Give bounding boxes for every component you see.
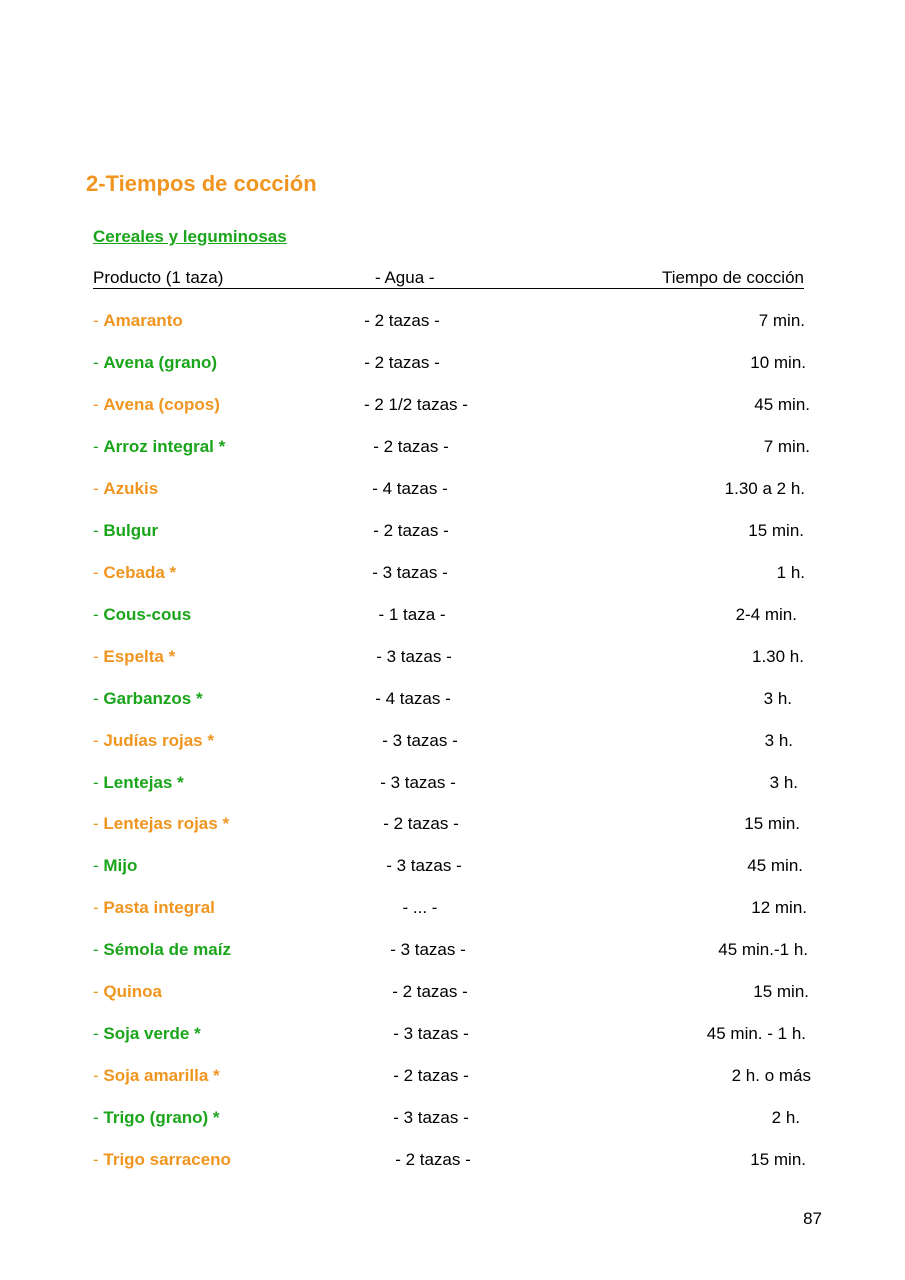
water-amount: - 2 tazas -	[364, 311, 440, 330]
cooking-time: 3 h.	[769, 772, 798, 792]
product-label: Garbanzos *	[103, 688, 203, 708]
cooking-time: 45 min.-1 h.	[718, 940, 808, 960]
cooking-time: 10 min.	[750, 352, 806, 372]
product-label: Quinoa	[103, 982, 162, 1002]
table-row	[0, 981, 905, 1003]
water-amount: - 4 tazas -	[372, 478, 448, 498]
cooking-time: 1 h.	[776, 562, 805, 582]
product-name	[93, 310, 183, 332]
table-row	[0, 520, 905, 542]
table-row	[0, 1065, 905, 1087]
table-row	[0, 730, 905, 752]
row-prefix: -	[93, 520, 104, 540]
product-name	[93, 1023, 201, 1045]
water-amount: - 2 tazas -	[373, 520, 449, 540]
page-title: 2-Tiempos de cocción	[86, 171, 317, 196]
table-row	[0, 813, 905, 835]
row-prefix: -	[93, 814, 104, 834]
table-row	[0, 1107, 905, 1129]
table-row	[0, 772, 905, 794]
row-prefix: -	[93, 352, 104, 372]
product-name	[93, 478, 158, 500]
product-name	[93, 352, 217, 374]
cooking-time: 1.30 a 2 h.	[724, 478, 805, 498]
table-row	[0, 604, 905, 626]
table-row	[0, 1149, 905, 1171]
row-prefix: -	[93, 730, 104, 750]
water-amount: - 3 tazas -	[393, 1108, 469, 1128]
table-row	[0, 939, 905, 961]
product-name	[93, 688, 203, 710]
water-amount: - 2 1/2 tazas -	[364, 394, 468, 414]
table-row	[0, 394, 905, 416]
table-row	[0, 855, 905, 877]
product-label: Soja verde *	[103, 1024, 201, 1044]
water-amount: - 1 taza -	[378, 604, 446, 624]
product-name	[93, 1107, 220, 1129]
table-row	[0, 352, 905, 374]
water-amount: - 2 tazas -	[373, 436, 449, 456]
header-water: - Agua -	[375, 268, 435, 287]
product-label: Amaranto	[103, 311, 183, 330]
product-label: Bulgur	[103, 520, 159, 540]
product-name	[93, 394, 220, 416]
product-name	[93, 1149, 231, 1171]
section-title: Cereales y leguminosas	[93, 227, 287, 246]
water-amount: - 3 tazas -	[382, 730, 458, 750]
row-prefix: -	[93, 856, 104, 876]
water-amount: - 3 tazas -	[380, 772, 456, 792]
row-prefix: -	[93, 1108, 104, 1128]
row-prefix: -	[93, 311, 104, 330]
table-row	[0, 436, 905, 458]
table-row	[0, 688, 905, 710]
product-label: Trigo sarraceno	[103, 1150, 231, 1169]
product-label: Mijo	[103, 856, 138, 876]
water-amount: - 2 tazas -	[395, 1150, 471, 1169]
row-prefix: -	[93, 772, 104, 792]
row-prefix: -	[93, 646, 104, 666]
product-label: Cebada *	[103, 562, 177, 582]
product-name	[93, 436, 225, 458]
water-amount: - 3 tazas -	[393, 1024, 469, 1044]
cooking-time: 15 min.	[750, 1150, 806, 1169]
row-prefix: -	[93, 562, 104, 582]
water-amount: - 3 tazas -	[372, 562, 448, 582]
row-prefix: -	[93, 604, 104, 624]
product-name	[93, 897, 215, 919]
water-amount: - 2 tazas -	[383, 814, 459, 834]
water-amount: - 2 tazas -	[364, 352, 440, 372]
cooking-time: 2 h. o más	[731, 1066, 811, 1086]
table-row	[0, 562, 905, 584]
product-name	[93, 855, 137, 877]
row-prefix: -	[93, 1066, 104, 1086]
product-name	[93, 939, 231, 961]
product-name	[93, 981, 162, 1003]
row-prefix: -	[93, 436, 104, 456]
product-label: Lentejas *	[103, 772, 184, 792]
water-amount: - 3 tazas -	[390, 940, 466, 960]
table-row	[0, 310, 905, 332]
product-name	[93, 562, 176, 584]
cooking-time: 3 h.	[764, 730, 793, 750]
product-name	[93, 604, 191, 626]
product-label: Avena (copos)	[103, 394, 220, 414]
cooking-time: 1.30 h.	[752, 646, 804, 666]
table-row	[0, 897, 905, 919]
row-prefix: -	[93, 898, 104, 918]
water-amount: - 3 tazas -	[386, 856, 462, 876]
row-prefix: -	[93, 688, 104, 708]
product-name	[93, 813, 229, 835]
cooking-time: 15 min.	[748, 520, 804, 540]
cooking-time: 15 min.	[744, 814, 800, 834]
row-prefix: -	[93, 478, 104, 498]
cooking-time: 45 min.	[747, 856, 803, 876]
water-amount: - 2 tazas -	[393, 1066, 469, 1086]
cooking-time: 7 min.	[763, 436, 810, 456]
product-name	[93, 520, 158, 542]
cooking-time: 15 min.	[753, 982, 809, 1002]
row-prefix: -	[93, 1150, 104, 1169]
table-row	[0, 646, 905, 668]
row-prefix: -	[93, 394, 104, 414]
table-header	[93, 268, 804, 289]
product-label: Avena (grano)	[103, 352, 218, 372]
cooking-time: 2 h.	[771, 1108, 800, 1128]
product-name	[93, 646, 175, 668]
cooking-time: 12 min.	[751, 898, 807, 918]
cooking-time: 3 h.	[763, 688, 792, 708]
cooking-time: 2-4 min.	[735, 604, 797, 624]
row-prefix: -	[93, 940, 104, 960]
cooking-time: 45 min. - 1 h.	[706, 1024, 806, 1044]
product-name	[93, 772, 184, 794]
header-product: Producto (1 taza)	[93, 268, 224, 287]
row-prefix: -	[93, 1024, 104, 1044]
cooking-time: 45 min.	[754, 394, 810, 414]
product-label: Judías rojas *	[103, 730, 214, 750]
product-label: Azukis	[103, 478, 159, 498]
product-name	[93, 730, 214, 752]
product-label: Lentejas rojas *	[103, 814, 230, 834]
product-label: Cous-cous	[103, 604, 192, 624]
product-label: Soja amarilla *	[103, 1066, 220, 1086]
water-amount: - 2 tazas -	[392, 982, 468, 1002]
product-label: Arroz integral *	[103, 436, 226, 456]
water-amount: - 4 tazas -	[375, 688, 451, 708]
water-amount: - 3 tazas -	[376, 646, 452, 666]
page-number: 87	[803, 1209, 822, 1228]
water-amount: - ... -	[402, 898, 438, 918]
table-row	[0, 478, 905, 500]
product-label: Trigo (grano) *	[103, 1108, 220, 1128]
header-time: Tiempo de cocción	[661, 268, 804, 287]
product-label: Espelta *	[103, 646, 176, 666]
row-prefix: -	[93, 982, 104, 1002]
product-label: Pasta integral	[103, 898, 215, 918]
product-label: Sémola de maíz	[103, 940, 231, 960]
cooking-time: 7 min.	[758, 311, 805, 330]
table-row	[0, 1023, 905, 1045]
product-name	[93, 1065, 220, 1087]
